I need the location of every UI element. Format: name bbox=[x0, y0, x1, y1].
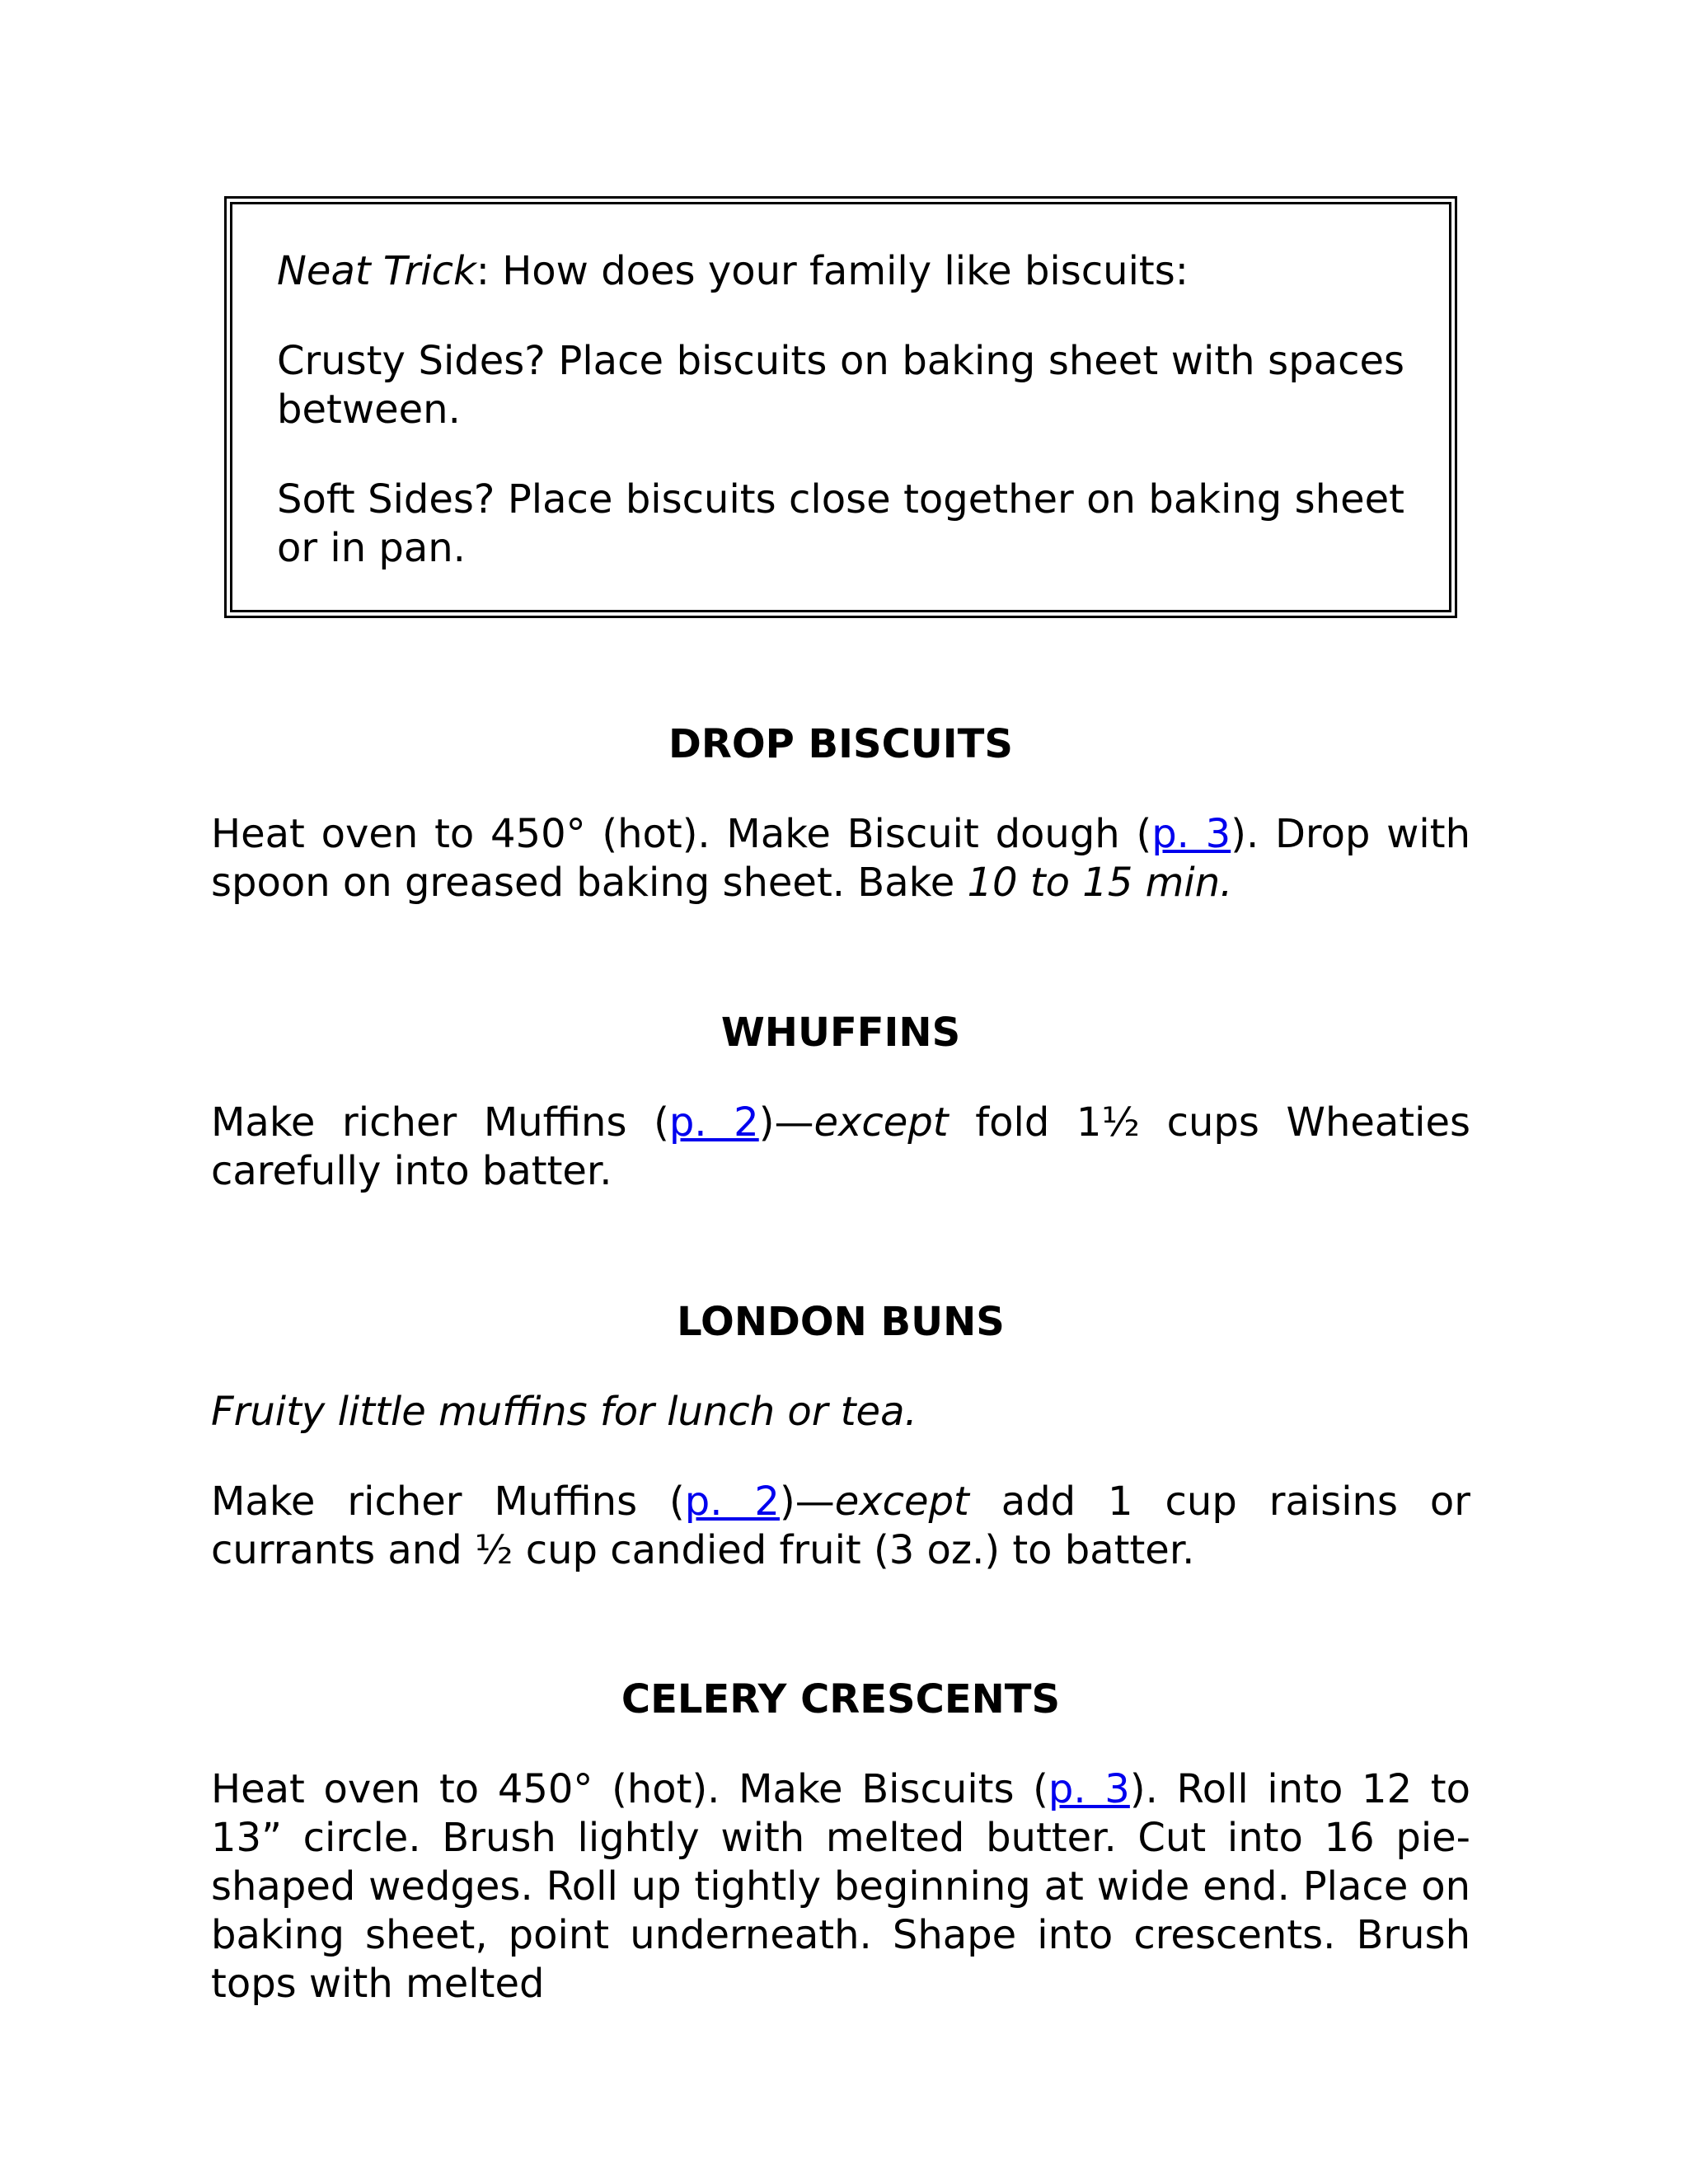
celery-crescents-title: CELERY CRESCENTS bbox=[621, 1676, 1061, 1722]
neat-trick-box bbox=[224, 196, 1457, 618]
london-buns-text-before: Make richer Muffins ( bbox=[211, 1479, 685, 1525]
neat-trick-inner bbox=[230, 202, 1451, 612]
london-buns-text-after: add 1 cup raisins or currants and ½ cup candied fruit (3 oz.) to batter. bbox=[211, 1479, 1471, 1573]
london-buns-tagline bbox=[211, 1388, 1470, 1436]
london-buns-tagline-text: Fruity little muffins for lunch or tea. bbox=[211, 1389, 917, 1435]
drop-biscuits-bake-time: 10 to 15 min. bbox=[967, 860, 1233, 906]
celery-crescents-page-link[interactable]: p. 3 bbox=[1048, 1766, 1130, 1812]
soft-sides-text: Soft Sides? Place biscuits close together on baking sheet or in pan. bbox=[277, 476, 1404, 571]
london-buns-page-link[interactable]: p. 2 bbox=[684, 1479, 780, 1525]
whuffins-except: except bbox=[814, 1099, 949, 1146]
celery-crescents-section bbox=[211, 1675, 1470, 2008]
whuffins-text-mid: )— bbox=[758, 1099, 814, 1146]
whuffins-section bbox=[211, 1009, 1470, 1196]
neat-trick-intro bbox=[277, 247, 1404, 296]
london-buns-text bbox=[211, 1478, 1470, 1575]
london-buns-text-mid: )— bbox=[779, 1479, 835, 1525]
neat-trick-question: : How does your family like biscuits: bbox=[476, 248, 1189, 294]
drop-biscuits-section bbox=[211, 720, 1470, 907]
celery-crescents-text-before: Heat oven to 450° (hot). Make Biscuits ( bbox=[211, 1766, 1048, 1812]
whuffins-text bbox=[211, 1099, 1470, 1196]
london-buns-except: except bbox=[834, 1479, 969, 1525]
drop-biscuits-text-after: ). Drop with spoon on greased baking sheet. Bake bbox=[211, 811, 1470, 906]
celery-crescents-text bbox=[211, 1765, 1470, 2008]
drop-biscuits-page-link[interactable]: p. 3 bbox=[1151, 811, 1231, 857]
neat-trick-label: Neat Trick bbox=[277, 248, 476, 294]
whuffins-text-before: Make richer Muffins ( bbox=[211, 1099, 669, 1146]
whuffins-text-after: fold 1½ cups Wheaties carefully into batter. bbox=[211, 1099, 1470, 1194]
crusty-sides-text: Crusty Sides? Place biscuits on baking sheet with spaces between. bbox=[277, 338, 1404, 433]
drop-biscuits-title: DROP BISCUITS bbox=[668, 721, 1013, 767]
london-buns-title: LONDON BUNS bbox=[677, 1299, 1005, 1345]
drop-biscuits-text bbox=[211, 810, 1470, 907]
celery-crescents-text-after: ). Roll into 12 to 13” circle. Brush lightly with melted butter. Cut into 16 pie-shaped wedges. Roll up tightly beginning at wide end. Place on baking sheet, point underneath. Shape into crescents. Brush tops with melted bbox=[211, 1766, 1470, 2007]
drop-biscuits-text-before: Heat oven to 450° (hot). Make Biscuit dough ( bbox=[211, 811, 1152, 857]
london-buns-section bbox=[211, 1298, 1470, 1575]
whuffins-page-link[interactable]: p. 2 bbox=[668, 1099, 759, 1146]
whuffins-title: WHUFFINS bbox=[720, 1010, 961, 1056]
